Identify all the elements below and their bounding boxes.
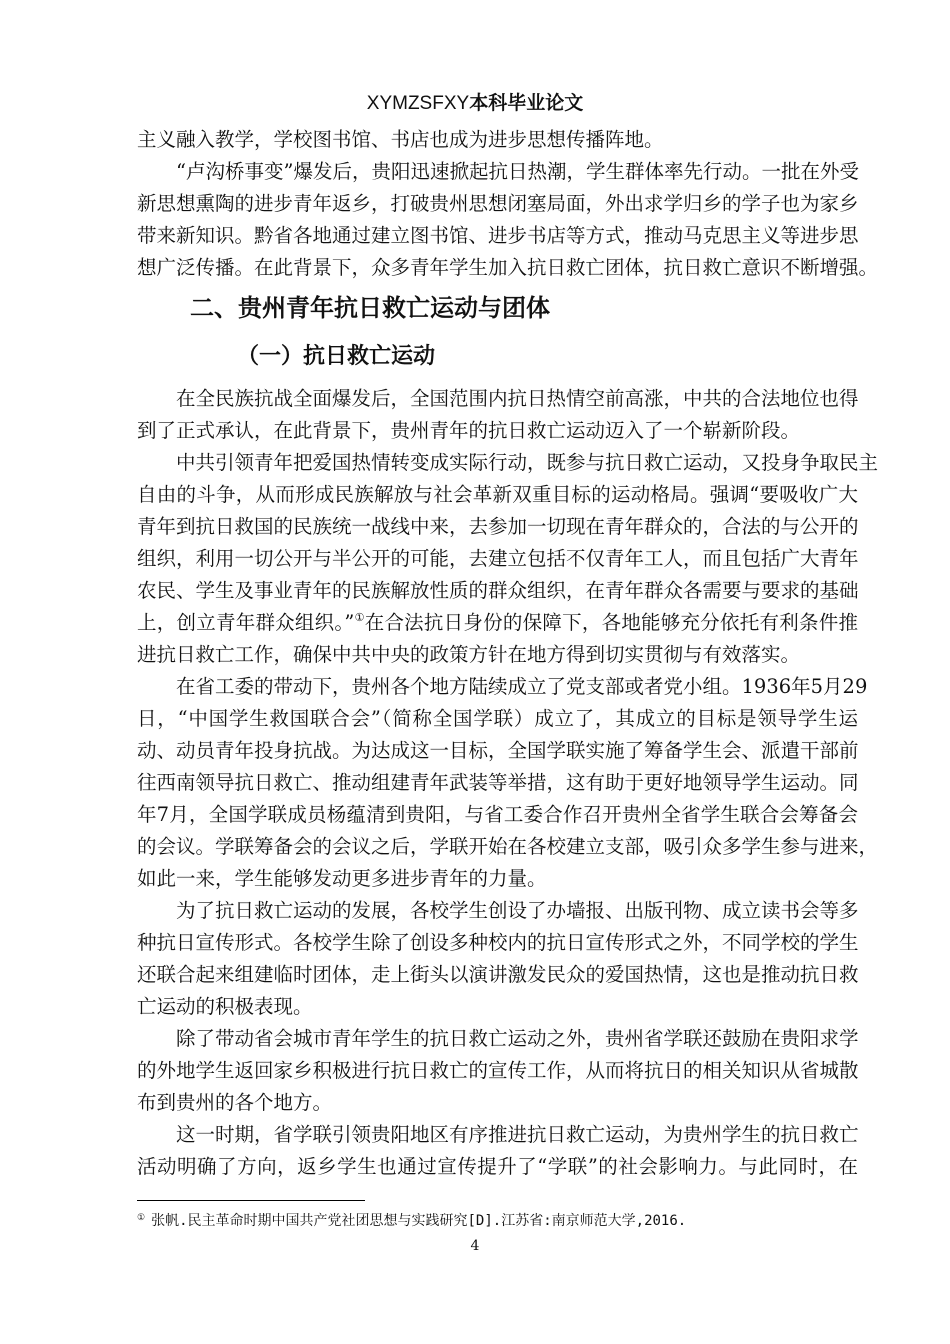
- text-line: [137, 895, 858, 927]
- footnote-divider: [137, 1200, 365, 1201]
- text-line: [137, 188, 858, 220]
- paragraph: [137, 124, 858, 156]
- page-number: 4: [470, 1238, 480, 1254]
- page-header: [0, 90, 950, 117]
- text-line: [137, 575, 858, 607]
- document-body: [137, 124, 879, 1183]
- text-line: [137, 220, 858, 252]
- paragraph: [137, 1119, 858, 1183]
- section-heading: 二、贵州青年抗日救亡运动与团体: [190, 294, 550, 322]
- text-line: [137, 383, 858, 415]
- text-line: [137, 511, 858, 543]
- line-text: 布到贵州的各个地方。: [137, 1091, 333, 1114]
- line-text: 这一时期，省学联引领贵阳地区有序推进抗日救亡运动，为贵州学生的抗日救亡: [176, 1123, 859, 1146]
- line-text: 如此一来，学生能够发动更多进步青年的力量。: [137, 867, 547, 890]
- text-line: [137, 927, 858, 959]
- footnote: [137, 1211, 686, 1231]
- text-line: [137, 607, 858, 639]
- text-line: [137, 1023, 858, 1055]
- text-line: [137, 543, 858, 575]
- line-text: 中共引领青年把爱国热情转变成实际行动，既参与抗日救亡运动，又投身争取民主: [176, 451, 879, 474]
- line-text: 青年到抗日救国的民族统一战线中来，去参加一切现在青年群众的，合法的与公开的: [137, 515, 859, 538]
- line-text: 种抗日宣传形式。各校学生除了创设多种校内的抗日宣传形式之外，不同学校的学生: [137, 931, 859, 954]
- text-line: [137, 767, 858, 799]
- text-line: [137, 639, 858, 671]
- line-text: 到了正式承认，在此背景下，贵州青年的抗日救亡运动迈入了一个崭新阶段。: [137, 419, 801, 442]
- line-text: 动、动员青年投身抗战。为达成这一目标，全国学联实施了筹备学生会、派遣干部前: [137, 739, 859, 762]
- text-line: [137, 991, 858, 1023]
- text-line: [137, 799, 858, 831]
- line-text: 活动明确了方向，返乡学生也通过宣传提升了“学联”的社会影响力。与此同时，在: [137, 1155, 858, 1178]
- line-text: 除了带动省会城市青年学生的抗日救亡运动之外，贵州省学联还鼓励在贵阳求学: [176, 1027, 859, 1050]
- paragraph: [137, 671, 879, 895]
- line-text: 组织，利用一切公开与半公开的可能，去建立包括不仅青年工人，而且包括广大青年: [137, 547, 859, 570]
- line-text: 进抗日救亡工作，确保中共中央的政策方针在地方得到切实贯彻与有效落实。: [137, 643, 801, 666]
- text-line: [137, 1055, 858, 1087]
- text-line: [137, 156, 858, 188]
- line-text: 自由的斗争，从而形成民族解放与社会革新双重目标的运动格局。强调“要吸收广大: [137, 483, 858, 506]
- footnote-text: 张帆.民主革命时期中国共产党社团思想与实践研究[D].江苏省:南京师范大学,2016.: [151, 1213, 687, 1229]
- line-text: 往西南领导抗日救亡、推动组建青年武装等举措，这有助于更好地领导学生运动。同: [137, 771, 859, 794]
- line-text: 在省工委的带动下，贵州各个地方陆续成立了党支部或者党小组。1936年5月29: [176, 675, 868, 698]
- text-line: [137, 252, 879, 284]
- footnote-reference[interactable]: ①: [354, 611, 365, 624]
- text-line: [137, 863, 858, 895]
- line-text: 还联合起来组建临时团体，走上街头以演讲激发民众的爱国热情，这也是推动抗日救: [137, 963, 859, 986]
- text-line: [137, 831, 879, 863]
- line-text: 在合法抗日身份的保障下，各地能够充分依托有利条件推: [364, 611, 858, 634]
- line-text: 上，创立青年群众组织。”: [137, 611, 355, 634]
- line-text: 想广泛传播。在此背景下，众多青年学生加入抗日救亡团体，抗日救亡意识不断增强。: [137, 256, 879, 279]
- line-text: 年7月，全国学联成员杨蕴清到贵阳，与省工委合作召开贵州全省学生联合会筹备会: [137, 803, 858, 826]
- paragraph: [137, 156, 879, 284]
- line-text: 日，“中国学生救国联合会”（简称全国学联）成立了，其成立的目标是领导学生运: [137, 707, 858, 730]
- line-text: 的会议。学联筹备会的会议之后，学联开始在各校建立支部，吸引众多学生参与进来，: [137, 835, 879, 858]
- text-line: [137, 124, 858, 156]
- subsection-heading: （一）抗日救亡运动: [237, 344, 436, 369]
- text-line: [137, 959, 858, 991]
- line-text: 农民、学生及事业青年的民族解放性质的群众组织，在青年群众各需要与要求的基础: [137, 579, 859, 602]
- line-text: 的外地学生返回家乡积极进行抗日救亡的宣传工作，从而将抗日的相关知识从省城散: [137, 1059, 859, 1082]
- header-title: 本科毕业论文: [469, 92, 584, 114]
- text-line: [137, 1151, 858, 1183]
- text-line: [137, 415, 858, 447]
- text-line: [137, 1119, 858, 1151]
- text-line: [137, 735, 858, 767]
- line-text: 带来新知识。黔省各地通过建立图书馆、进步书店等方式，推动马克思主义等进步思: [137, 224, 859, 247]
- line-text: 主义融入教学，学校图书馆、书店也成为进步思想传播阵地。: [137, 128, 664, 151]
- line-text: 新思想熏陶的进步青年返乡，打破贵州思想闭塞局面，外出求学归乡的学子也为家乡: [137, 192, 859, 215]
- text-line: [137, 447, 879, 479]
- line-text: “卢沟桥事变”爆发后，贵阳迅速掀起抗日热潮，学生群体率先行动。一批在外受: [176, 160, 859, 183]
- paragraph: [137, 1023, 858, 1119]
- header-code: XYMZSFXY: [366, 93, 470, 114]
- line-text: 为了抗日救亡运动的发展，各校学生创设了办墙报、出版刊物、成立读书会等多: [176, 899, 859, 922]
- text-line: [137, 703, 858, 735]
- text-line: [137, 479, 858, 511]
- line-text: 在全民族抗战全面爆发后，全国范围内抗日热情空前高涨，中共的合法地位也得: [176, 387, 859, 410]
- line-text: 亡运动的积极表现。: [137, 995, 313, 1018]
- text-line: [137, 671, 868, 703]
- paragraph: [137, 383, 858, 447]
- footnote-mark: ①: [137, 1213, 146, 1223]
- text-line: [137, 1087, 858, 1119]
- paragraph: [137, 895, 858, 1023]
- paragraph: [137, 447, 879, 671]
